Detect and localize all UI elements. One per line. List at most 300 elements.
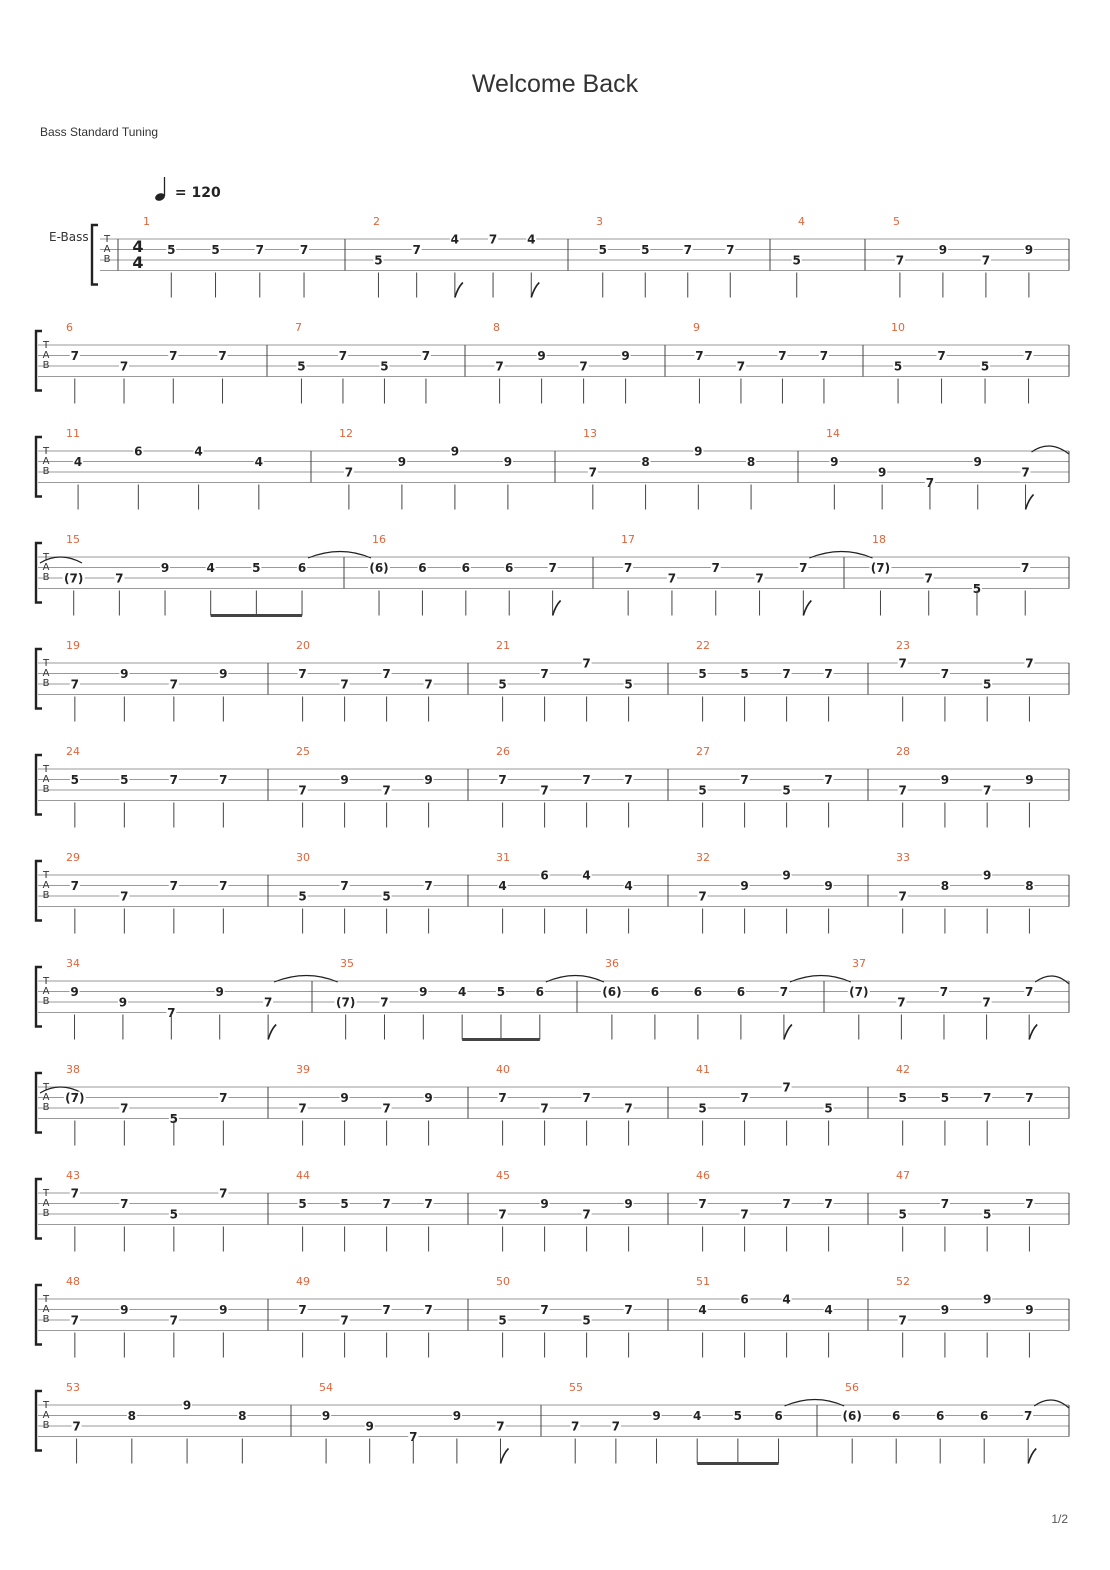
fret-number: 7 bbox=[338, 349, 348, 363]
fret-number: 9 bbox=[452, 1409, 462, 1423]
fret-number: 7 bbox=[382, 667, 391, 681]
fret-number: 8 bbox=[127, 1409, 137, 1423]
fret-number: 5 bbox=[297, 359, 306, 374]
fret-number: 7 bbox=[1025, 985, 1034, 999]
measure-number: 28 bbox=[896, 745, 910, 758]
tab-clef-letter: B bbox=[42, 784, 50, 795]
measure-number: 56 bbox=[845, 1381, 859, 1394]
tab-system bbox=[36, 745, 1069, 828]
fret-number: 9 bbox=[740, 879, 749, 893]
fret-number: 9 bbox=[215, 985, 224, 999]
system-bracket bbox=[36, 967, 42, 1027]
fret-number: 7 bbox=[1024, 1409, 1033, 1423]
fret-number: 5 bbox=[340, 1197, 349, 1211]
measure-number: 34 bbox=[66, 957, 80, 970]
fret-number: 7 bbox=[939, 985, 949, 999]
measure-number: 23 bbox=[896, 639, 910, 652]
measure-number: 27 bbox=[696, 745, 710, 758]
fret-number: 7 bbox=[421, 349, 431, 363]
eighth-flag bbox=[455, 283, 463, 298]
tab-system bbox=[36, 851, 1069, 934]
fret-number: 5 bbox=[782, 783, 791, 798]
fret-number: 7 bbox=[940, 1197, 950, 1211]
measure-number: 1 bbox=[143, 215, 150, 228]
fret-number: 6 bbox=[892, 1409, 901, 1423]
fret-number: 5 bbox=[740, 667, 749, 681]
fret-number: 5 bbox=[698, 783, 707, 798]
fret-number: 4 bbox=[527, 232, 536, 247]
fret-number: 8 bbox=[238, 1409, 247, 1423]
measure-number: 24 bbox=[66, 745, 80, 758]
fret-number: 4 bbox=[450, 232, 460, 247]
fret-number: 9 bbox=[982, 1292, 992, 1307]
measure-number: 37 bbox=[852, 957, 866, 970]
fret-number: 7 bbox=[298, 667, 307, 681]
fret-number: 7 bbox=[623, 561, 633, 575]
fret-number: 4 bbox=[194, 444, 203, 459]
fret-number: (6) bbox=[602, 985, 622, 999]
fret-number: 7 bbox=[1024, 349, 1033, 363]
fret-number: 4 bbox=[824, 1303, 833, 1317]
tab-clef-letter: B bbox=[42, 466, 50, 477]
fret-number: 7 bbox=[726, 243, 735, 257]
fret-number: 9 bbox=[652, 1409, 661, 1423]
fret-number: 7 bbox=[299, 243, 309, 257]
tab-clef-letter: T bbox=[42, 340, 50, 351]
measure-number: 33 bbox=[896, 851, 910, 864]
measure-number: 29 bbox=[66, 851, 80, 864]
fret-number: 5 bbox=[641, 243, 650, 257]
fret-number: 5 bbox=[298, 889, 307, 904]
fret-number: 7 bbox=[582, 656, 591, 671]
fret-number: 7 bbox=[298, 1101, 307, 1116]
measure-number: 36 bbox=[605, 957, 619, 970]
tab-clef-letter: A bbox=[42, 1304, 50, 1315]
fret-number: 5 bbox=[598, 243, 607, 257]
tab-clef-letter: A bbox=[42, 1198, 50, 1209]
tab-clef-letter: A bbox=[42, 1092, 50, 1103]
tab-clef-letter: A bbox=[103, 244, 111, 255]
fret-number: (7) bbox=[335, 995, 356, 1010]
fret-number: 7 bbox=[1025, 1197, 1034, 1211]
fret-number: 9 bbox=[624, 1197, 633, 1211]
time-signature-denominator: 4 bbox=[132, 253, 144, 272]
fret-number: 7 bbox=[548, 561, 557, 575]
fret-number: 5 bbox=[169, 1112, 179, 1126]
fret-number: 9 bbox=[424, 1091, 433, 1105]
system-bracket bbox=[36, 1391, 42, 1451]
fret-number: 9 bbox=[120, 1303, 129, 1317]
fret-number: 7 bbox=[169, 349, 178, 363]
fret-number: 9 bbox=[940, 773, 950, 787]
fret-number: 5 bbox=[898, 1091, 907, 1105]
fret-number: 5 bbox=[698, 667, 707, 681]
fret-number: 7 bbox=[344, 465, 354, 480]
fret-number: 7 bbox=[582, 773, 591, 787]
fret-number: 7 bbox=[263, 995, 273, 1010]
tab-system bbox=[36, 639, 1069, 722]
fret-number: 6 bbox=[535, 985, 544, 999]
fret-number: 7 bbox=[169, 677, 179, 692]
fret-number: 9 bbox=[877, 465, 887, 480]
page-number: 1/2 bbox=[1051, 1512, 1068, 1526]
fret-number: 9 bbox=[540, 1197, 549, 1211]
fret-number: 7 bbox=[740, 1207, 749, 1222]
fret-number: 7 bbox=[380, 995, 389, 1010]
fret-number: (7) bbox=[65, 1091, 85, 1105]
fret-number: 9 bbox=[419, 985, 428, 999]
fret-number: 7 bbox=[782, 1080, 791, 1095]
system-bracket bbox=[36, 331, 42, 391]
fret-number: (7) bbox=[849, 985, 869, 999]
fret-number: 7 bbox=[582, 1207, 591, 1222]
fret-number: 9 bbox=[118, 995, 128, 1010]
measure-number: 4 bbox=[798, 215, 805, 228]
fret-number: 7 bbox=[540, 783, 549, 798]
fret-number: 9 bbox=[1024, 243, 1034, 257]
fret-number: 5 bbox=[211, 243, 220, 257]
eighth-flag bbox=[268, 1025, 276, 1040]
fret-number: 5 bbox=[374, 253, 383, 268]
tab-clef-letter: A bbox=[42, 880, 50, 891]
fret-number: 4 bbox=[73, 455, 83, 469]
fret-number: 7 bbox=[925, 476, 935, 490]
fret-number: 7 bbox=[698, 889, 707, 904]
fret-number: 6 bbox=[936, 1409, 945, 1423]
fret-number: 5 bbox=[980, 359, 990, 374]
fret-number: 7 bbox=[937, 349, 946, 363]
fret-number: 9 bbox=[219, 667, 228, 681]
measure-number: 31 bbox=[496, 851, 510, 864]
tab-system bbox=[36, 427, 1069, 510]
tab-clef-letter: T bbox=[42, 1082, 50, 1093]
fret-number: 5 bbox=[298, 1197, 307, 1211]
fret-number: 5 bbox=[982, 1207, 992, 1222]
tempo-value: = 120 bbox=[174, 185, 221, 201]
fret-number: 5 bbox=[624, 677, 633, 692]
fret-number: 7 bbox=[799, 561, 808, 575]
fret-number: 5 bbox=[70, 773, 80, 787]
fret-number: 7 bbox=[824, 667, 833, 681]
fret-number: 9 bbox=[450, 444, 460, 459]
fret-number: 4 bbox=[782, 1292, 791, 1307]
fret-number: 7 bbox=[218, 349, 227, 363]
measure-number: 20 bbox=[296, 639, 310, 652]
fret-number: 6 bbox=[774, 1409, 783, 1423]
measure-number: 9 bbox=[693, 321, 700, 334]
measure-number: 18 bbox=[872, 533, 886, 546]
fret-number: 7 bbox=[169, 879, 179, 893]
fret-number: 7 bbox=[298, 1303, 307, 1317]
fret-number: 7 bbox=[340, 879, 349, 893]
fret-number: 8 bbox=[746, 455, 756, 469]
system-bracket bbox=[92, 225, 98, 285]
tab-system bbox=[36, 1063, 1069, 1146]
fret-number: 7 bbox=[70, 349, 79, 363]
fret-number: 7 bbox=[120, 1101, 129, 1116]
fret-number: 4 bbox=[457, 985, 467, 999]
fret-number: 7 bbox=[981, 253, 991, 268]
fret-number: 7 bbox=[898, 656, 907, 671]
fret-number: 6 bbox=[736, 985, 746, 999]
fret-number: 7 bbox=[382, 1101, 391, 1116]
measure-number: 50 bbox=[496, 1275, 510, 1288]
fret-number: 7 bbox=[424, 1303, 433, 1317]
system-bracket bbox=[36, 861, 42, 921]
fret-number: (6) bbox=[369, 561, 389, 575]
tie-out-arc bbox=[1032, 446, 1069, 454]
fret-number: 4 bbox=[582, 868, 591, 883]
fret-number: 7 bbox=[624, 773, 633, 787]
fret-number: 9 bbox=[160, 561, 170, 575]
fret-number: 7 bbox=[540, 1303, 549, 1317]
song-title: Welcome Back bbox=[471, 70, 639, 98]
tab-system bbox=[36, 1169, 1069, 1252]
measure-number: 21 bbox=[496, 639, 510, 652]
tab-clef-letter: A bbox=[42, 350, 50, 361]
measure-number: 54 bbox=[319, 1381, 333, 1394]
eighth-flag bbox=[1026, 495, 1034, 510]
measure-number: 51 bbox=[696, 1275, 710, 1288]
fret-number: 7 bbox=[298, 783, 307, 798]
tab-clef-letter: B bbox=[42, 890, 50, 901]
tab-system bbox=[36, 1275, 1069, 1358]
fret-number: 5 bbox=[498, 1313, 507, 1328]
fret-number: 6 bbox=[650, 985, 660, 999]
fret-number: 5 bbox=[972, 582, 982, 596]
fret-number: 7 bbox=[982, 995, 991, 1010]
fret-number: 7 bbox=[898, 889, 907, 904]
measure-number: 2 bbox=[373, 215, 380, 228]
fret-number: 9 bbox=[938, 243, 948, 257]
fret-number: 7 bbox=[895, 253, 905, 268]
fret-number: 9 bbox=[340, 1091, 349, 1105]
fret-number: 7 bbox=[119, 359, 129, 374]
eighth-flag bbox=[1029, 1025, 1037, 1040]
fret-number: 5 bbox=[382, 889, 391, 904]
fret-number: 5 bbox=[582, 1313, 591, 1328]
tab-system bbox=[49, 215, 1069, 298]
fret-number: 7 bbox=[169, 1313, 179, 1328]
fret-number: 7 bbox=[498, 773, 507, 787]
fret-number: 9 bbox=[397, 455, 407, 469]
fret-number: 7 bbox=[571, 1419, 580, 1434]
fret-number: 7 bbox=[755, 571, 764, 586]
fret-number: 7 bbox=[498, 1207, 507, 1222]
fret-number: 7 bbox=[72, 1419, 81, 1434]
fret-number: 7 bbox=[1021, 561, 1030, 575]
fret-number: 6 bbox=[418, 561, 427, 575]
fret-number: 7 bbox=[624, 1303, 633, 1317]
measure-number: 7 bbox=[295, 321, 302, 334]
fret-number: 7 bbox=[779, 985, 789, 999]
fret-number: 7 bbox=[588, 465, 598, 480]
fret-number: 7 bbox=[579, 359, 588, 374]
tab-system bbox=[36, 533, 1069, 616]
measure-number: 46 bbox=[696, 1169, 710, 1182]
fret-number: 9 bbox=[1025, 1303, 1034, 1317]
fret-number: 7 bbox=[120, 889, 129, 904]
fret-number: 7 bbox=[340, 1313, 349, 1328]
fret-number: 9 bbox=[503, 455, 513, 469]
fret-number: 7 bbox=[382, 1197, 391, 1211]
fret-number: 9 bbox=[219, 1303, 228, 1317]
fret-number: 9 bbox=[120, 667, 129, 681]
measure-number: 14 bbox=[826, 427, 840, 440]
tab-clef-letter: B bbox=[42, 1314, 50, 1325]
fret-number: 7 bbox=[782, 667, 791, 681]
fret-number: 7 bbox=[219, 1091, 228, 1105]
fret-number: 5 bbox=[496, 985, 506, 999]
fret-number: 7 bbox=[1025, 656, 1034, 671]
fret-number: 7 bbox=[70, 677, 80, 692]
tab-clef-letter: B bbox=[42, 572, 50, 583]
measure-number: 35 bbox=[340, 957, 354, 970]
fret-number: 7 bbox=[736, 359, 746, 374]
fret-number: 7 bbox=[219, 879, 228, 893]
fret-number: 7 bbox=[898, 1313, 907, 1328]
fret-number: 4 bbox=[498, 879, 507, 893]
measure-number: 16 bbox=[372, 533, 386, 546]
system-bracket bbox=[36, 649, 42, 709]
measure-number: 13 bbox=[583, 427, 597, 440]
tab-clef-letter: B bbox=[103, 254, 111, 265]
measure-number: 22 bbox=[696, 639, 710, 652]
fret-number: 7 bbox=[740, 1091, 749, 1105]
fret-number: 5 bbox=[120, 773, 129, 787]
tab-clef-letter: A bbox=[42, 562, 50, 573]
fret-number: 7 bbox=[219, 773, 228, 787]
fret-number: 5 bbox=[167, 243, 176, 257]
measure-number: 10 bbox=[891, 321, 905, 334]
tab-clef-letter: B bbox=[42, 1208, 50, 1219]
system-bracket bbox=[36, 1073, 42, 1133]
fret-number: 9 bbox=[940, 1303, 950, 1317]
fret-number: 7 bbox=[611, 1419, 621, 1434]
fret-number: 6 bbox=[461, 561, 470, 575]
fret-number: 9 bbox=[424, 773, 433, 787]
instrument-name: E-Bass bbox=[49, 230, 89, 244]
fret-number: 7 bbox=[496, 1419, 505, 1434]
fret-number: 5 bbox=[824, 1101, 833, 1116]
measure-number: 8 bbox=[493, 321, 500, 334]
tie-out-arc bbox=[1034, 1400, 1069, 1408]
tab-clef-letter: T bbox=[103, 234, 111, 245]
fret-number: 5 bbox=[698, 1101, 707, 1116]
fret-number: 7 bbox=[897, 995, 906, 1010]
eighth-flag bbox=[1028, 1449, 1036, 1464]
fret-number: 8 bbox=[641, 455, 650, 469]
fret-number: 6 bbox=[740, 1292, 749, 1307]
eighth-flag bbox=[784, 1025, 792, 1040]
fret-number: 5 bbox=[982, 677, 992, 692]
fret-number: 6 bbox=[297, 561, 307, 575]
tab-clef-letter: T bbox=[42, 1400, 50, 1411]
measure-number: 5 bbox=[893, 215, 900, 228]
fret-number: 7 bbox=[255, 243, 264, 257]
system-bracket bbox=[36, 437, 42, 497]
fret-number: 7 bbox=[340, 677, 349, 692]
measure-number: 41 bbox=[696, 1063, 710, 1076]
tab-clef-letter: A bbox=[42, 774, 50, 785]
system-bracket bbox=[36, 1179, 42, 1239]
fret-number: 7 bbox=[424, 879, 433, 893]
system-bracket bbox=[36, 755, 42, 815]
tab-clef-letter: T bbox=[42, 870, 50, 881]
fret-number: 7 bbox=[683, 243, 692, 257]
fret-number: 7 bbox=[778, 349, 787, 363]
fret-number: 5 bbox=[169, 1207, 179, 1222]
fret-number: 7 bbox=[982, 1091, 992, 1105]
tab-clef-letter: B bbox=[42, 1420, 50, 1431]
fret-number: 4 bbox=[624, 879, 633, 893]
fret-number: 7 bbox=[898, 783, 907, 798]
fret-number: 6 bbox=[980, 1409, 989, 1423]
fret-number: 7 bbox=[695, 349, 704, 363]
fret-number: 6 bbox=[540, 868, 549, 883]
fret-number: 7 bbox=[495, 359, 504, 374]
measure-number: 52 bbox=[896, 1275, 910, 1288]
fret-number: (7) bbox=[870, 561, 891, 575]
fret-number: 9 bbox=[982, 868, 992, 883]
fret-number: 7 bbox=[940, 667, 950, 681]
measure-number: 45 bbox=[496, 1169, 510, 1182]
tab-clef-letter: T bbox=[42, 1294, 50, 1305]
tab-system bbox=[36, 957, 1069, 1040]
fret-number: 8 bbox=[940, 879, 950, 893]
eighth-flag bbox=[553, 601, 561, 616]
fret-number: 9 bbox=[824, 879, 833, 893]
fret-number: 5 bbox=[898, 1207, 907, 1222]
fret-number: 5 bbox=[792, 253, 801, 268]
fret-number: 4 bbox=[206, 561, 215, 575]
fret-number: 7 bbox=[70, 879, 80, 893]
fret-number: 9 bbox=[694, 444, 703, 459]
fret-number: 9 bbox=[321, 1409, 331, 1423]
fret-number: 9 bbox=[782, 868, 791, 883]
fret-number: 7 bbox=[698, 1197, 707, 1211]
fret-number: 5 bbox=[893, 359, 903, 374]
fret-number: 9 bbox=[621, 349, 630, 363]
measure-number: 15 bbox=[66, 533, 80, 546]
fret-number: 7 bbox=[167, 1006, 176, 1020]
measure-number: 40 bbox=[496, 1063, 510, 1076]
measure-number: 6 bbox=[66, 321, 73, 334]
system-bracket bbox=[36, 1285, 42, 1345]
fret-number: 7 bbox=[382, 1303, 391, 1317]
fret-number: 5 bbox=[733, 1409, 743, 1423]
measure-number: 49 bbox=[296, 1275, 310, 1288]
fret-number: 7 bbox=[169, 773, 179, 787]
fret-number: 7 bbox=[1021, 465, 1030, 480]
fret-number: 9 bbox=[340, 773, 349, 787]
measure-number: 19 bbox=[66, 639, 80, 652]
measure-number: 42 bbox=[896, 1063, 910, 1076]
system-bracket bbox=[36, 543, 42, 603]
fret-number: 7 bbox=[115, 571, 124, 586]
measure-number: 38 bbox=[66, 1063, 80, 1076]
fret-number: 9 bbox=[830, 455, 839, 469]
fret-number: 7 bbox=[382, 783, 391, 798]
fret-number: 4 bbox=[698, 1303, 707, 1317]
measure-number: 12 bbox=[339, 427, 353, 440]
fret-number: 7 bbox=[924, 571, 933, 586]
eighth-flag bbox=[500, 1449, 508, 1464]
fret-number: 7 bbox=[488, 232, 498, 247]
measure-number: 32 bbox=[696, 851, 710, 864]
fret-number: 7 bbox=[70, 1313, 80, 1328]
fret-number: 7 bbox=[824, 1197, 833, 1211]
